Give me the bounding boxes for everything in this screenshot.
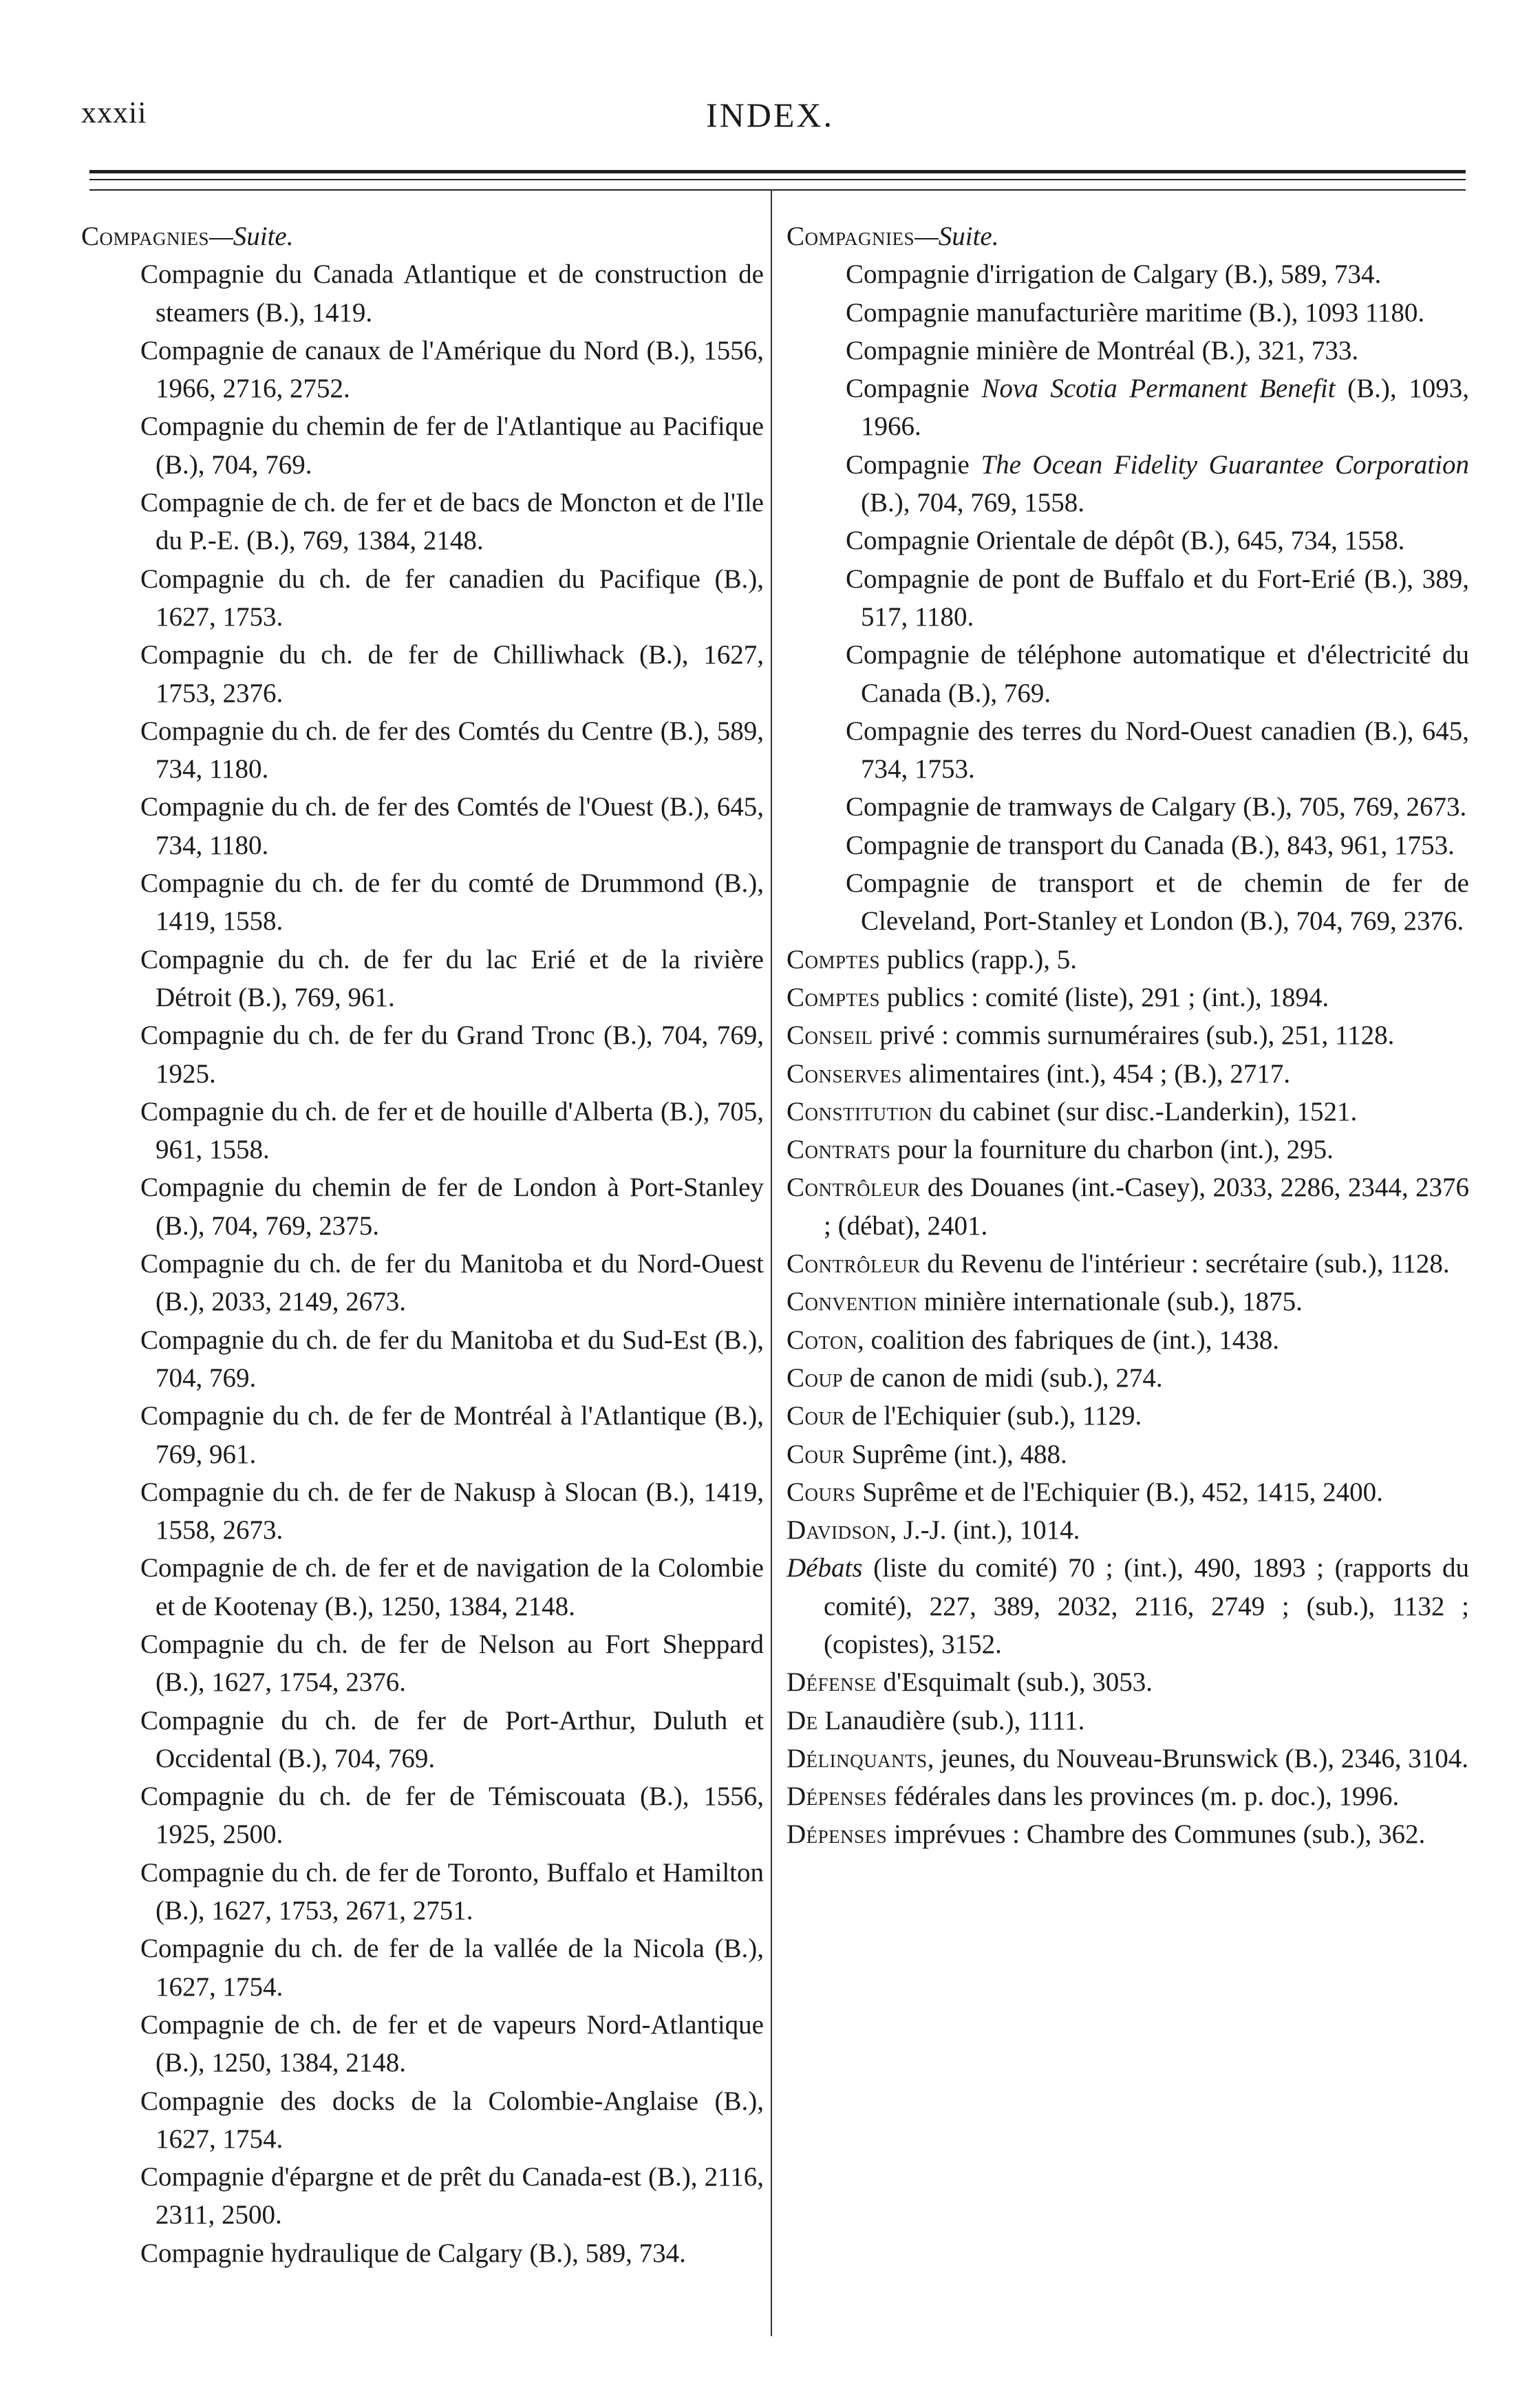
index-entry [787,1777,1469,1815]
index-entry: Compagnie d'épargne et de prêt du Canada-est (B.), 2116, 2311, 2500. [140,2162,764,2230]
index-entry [787,788,1469,826]
index-entry [787,636,1469,712]
index-entry [787,332,1469,370]
entry-text: minière internationale (sub.), 1875. [917,1287,1303,1317]
entry-headword: Dépenses [787,1819,888,1850]
index-entry: Compagnie du ch. de fer du Manitoba et du Sud-Est (B.), 704, 769. [140,1325,764,1393]
entry-text: d'Esquimalt (sub.), 3053. [876,1667,1153,1698]
index-entry: Compagnie du ch. de fer de la vallée de la Nicola (B.), 1627, 1754. [140,1934,764,2002]
index-entry [787,1093,1469,1131]
entry-text-continued: (B.), 704, 769, 1558. [861,488,1084,518]
index-entry [787,712,1469,789]
entry-text: Compagnie de transport et de chemin de fer de Cleveland, Port-Stanley et London (B.), 704, 769, 2376. [846,868,1469,937]
entry-text: Compagnie de transport du Canada (B.), 843, 961, 1753. [846,830,1455,860]
heading-word: Compagnies [81,222,210,251]
index-entry: Compagnie du Canada Atlantique et de construction de steamers (B.), 1419. [140,259,764,328]
index-entry: Compagnie du chemin de fer de l'Atlantique au Pacifique (B.), 704, 769. [140,411,764,480]
index-entry [787,1016,1469,1054]
index-entry [787,1245,1469,1283]
index-entry [787,1321,1469,1359]
entry-text-continued: (B.), 1093, 1966. [861,374,1469,442]
index-entry: Compagnie du ch. de fer du lac Erié et de la rivière Détroit (B.), 769, 961. [140,944,764,1012]
index-entry [787,255,1469,293]
entry-text: Compagnie manufacturière maritime (B.), 1093 1180. [846,297,1425,328]
index-entry [787,1702,1469,1740]
index-entry: Compagnie hydraulique de Calgary (B.), 589, 734. [140,2238,686,2268]
index-entry [787,1663,1469,1701]
index-entry [787,1815,1469,1853]
entry-text: publics (rapp.), 5. [880,944,1077,974]
index-entry [787,1549,1469,1663]
entry-text: du cabinet (sur disc.-Landerkin), 1521. [932,1096,1358,1126]
index-entry [787,864,1469,941]
entry-text: Compagnie de tramways de Calgary (B.), 705, 769, 2673. [846,792,1467,822]
entry-text: Compagnie des terres du Nord-Ouest canadien (B.), 645, 734, 1753. [846,716,1469,784]
index-entry [787,560,1469,637]
index-entry [787,1511,1469,1549]
entry-headword: Davidson [787,1515,890,1546]
index-entry: Compagnie de ch. de fer et de bacs de Moncton et de l'Ile du P.-E. (B.), 769, 1384, 2148. [140,488,764,556]
index-entry [787,1473,1469,1511]
index-entry [787,522,1469,559]
entry-text: fédérales dans les provinces (m. p. doc.), 1996. [887,1782,1400,1812]
heading-suffix: —Suite. [915,222,999,251]
entry-headword: Cour [787,1401,846,1431]
index-entry: Compagnie du ch. de fer du comté de Drummond (B.), 1419, 1558. [140,868,764,937]
entry-text: Suprême (int.), 488. [845,1439,1067,1469]
index-entry [787,1283,1469,1321]
entry-text: imprévues : Chambre des Communes (sub.), 362. [887,1819,1426,1850]
entry-headword: Conseil [787,1020,873,1051]
index-entry: Compagnie des docks de la Colombie-Anglaise (B.), 1627, 1754. [140,2086,764,2154]
entry-text: des Douanes (int.-Casey), 2033, 2286, 2344, 2376 ; (débat), 2401. [824,1173,1469,1241]
entry-headword: Contrôleur [787,1249,921,1279]
index-entry: Compagnie du ch. de fer des Comtés du Centre (B.), 589, 734, 1180. [140,716,764,784]
index-entry: Compagnie du ch. de fer du Manitoba et du Nord-Ouest (B.), 2033, 2149, 2673. [140,1249,764,1317]
index-entry: Compagnie du ch. de fer canadien du Pacifique (B.), 1627, 1753. [140,564,764,632]
entry-text: Lanaudière (sub.), 1111. [817,1705,1085,1735]
entry-text: , J.-J. (int.), 1014. [890,1515,1080,1546]
index-entry: Compagnie de ch. de fer et de navigation de la Colombie et de Kootenay (B.), 1250, 1384, 2148. [140,1553,764,1621]
entry-headword: Coton [787,1325,858,1355]
index-entry: Compagnie du ch. de fer de Nakusp à Slocan (B.), 1419, 1558, 2673. [140,1477,764,1546]
index-entry [787,1168,1469,1245]
entry-headword: Délinquants [787,1743,928,1773]
index-entry [787,979,1469,1016]
index-entry: Compagnie de canaux de l'Amérique du Nord (B.), 1556, 1966, 2716, 2752. [140,335,764,404]
entry-text: pour la fourniture du charbon (int.), 295. [890,1135,1334,1165]
page-number: xxxii [81,96,147,129]
index-entry: Compagnie du ch. de fer de Toronto, Buffalo et Hamilton (B.), 1627, 1753, 2671, 2751. [140,1857,764,1926]
entry-text: Compagnie d'irrigation de Calgary (B.), 589, 734. [846,259,1382,290]
index-entry: Compagnie du ch. de fer de Nelson au Fort Sheppard (B.), 1627, 1754, 2376. [140,1629,764,1698]
entry-headword: Constitution [787,1096,932,1126]
page-title: INDEX. [705,96,835,134]
index-entry: Compagnie du ch. de fer de Montréal à l'Atlantique (B.), 769, 961. [140,1401,764,1469]
right-sub-entry-list [787,255,1469,940]
index-entry [787,1131,1469,1168]
entry-text: alimentaires (int.), 454 ; (B.), 2717. [901,1058,1291,1089]
entry-headword: Cour [787,1439,846,1469]
column-divider [771,189,772,2336]
entry-italic-name: The Ocean Fidelity Guarantee Corporation [981,449,1470,480]
entry-text: publics : comité (liste), 291 ; (int.), 1894. [880,982,1329,1012]
entry-text: Compagnie minière de Montréal (B.), 321, 733. [846,335,1359,365]
index-entry: Compagnie du ch. de fer et de houille d'Alberta (B.), 705, 961, 1558. [140,1096,764,1165]
entry-text: (liste du comité) 70 ; (int.), 490, 1893 ; (rapports du comité), 227, 389, 2032, 2116, 2749 ; (sub.), 1132 ; (copistes), 3152. [824,1553,1469,1659]
index-entry [787,1740,1469,1777]
entry-headword: Cours [787,1477,856,1507]
entry-text: privé : commis surnuméraires (sub.), 251, 1128. [873,1020,1395,1051]
entry-headword: Comptes [787,944,881,974]
index-entry: Compagnie du ch. de fer du Grand Tronc (B.), 704, 769, 1925. [140,1020,764,1089]
index-entry: Compagnie du chemin de fer de London à Port-Stanley (B.), 704, 769, 2375. [140,1173,764,1241]
entry-text: Compagnie Orientale de dépôt (B.), 645, 734, 1558. [846,526,1405,556]
right-top-entry-list [787,941,1469,1854]
index-entry [787,1397,1469,1435]
entry-text: Compagnie de pont de Buffalo et du Fort-Erié (B.), 389, 517, 1180. [846,564,1469,632]
index-entry [787,941,1469,979]
entry-headword: Coup [787,1362,844,1393]
entry-headword: Convention [787,1287,917,1317]
page-header [0,95,1540,150]
left-column [81,217,764,2272]
index-entry: Compagnie du ch. de fer de Chilliwhack (B.), 1627, 1753, 2376. [140,640,764,708]
entry-headword: Comptes [787,982,881,1012]
entry-text: Compagnie de téléphone automatique et d'électricité du Canada (B.), 769. [846,640,1469,708]
index-entry [787,1055,1469,1093]
entry-text: de l'Echiquier (sub.), 1129. [845,1401,1142,1431]
entry-text: Suprême et de l'Echiquier (B.), 452, 1415, 2400. [855,1477,1383,1507]
entry-headword: Contrats [787,1135,891,1165]
index-entry: Compagnie du ch. de fer de Port-Arthur, Duluth et Occidental (B.), 704, 769. [140,1705,764,1773]
entry-headword: De [787,1705,818,1735]
heading-suffix: —Suite. [209,222,294,251]
index-entry [787,294,1469,332]
index-entry: Compagnie du ch. de fer des Comtés de l'Ouest (B.), 645, 734, 1180. [140,792,764,860]
right-column [787,217,1469,1854]
left-column-heading [81,217,764,255]
index-entry: Compagnie de ch. de fer et de vapeurs Nord-Atlantique (B.), 1250, 1384, 2148. [140,2009,764,2078]
entry-text: du Revenu de l'intérieur : secrétaire (sub.), 1128. [920,1249,1450,1279]
index-entry [787,446,1469,522]
entry-headword: Défense [787,1667,877,1698]
header-rule-lower [89,189,1466,191]
header-rule-thin [89,179,1466,180]
left-entry-list [81,255,764,2272]
entry-headword: Contrôleur [787,1173,921,1203]
entry-headword: Dépenses [787,1782,888,1812]
entry-headword: Conserves [787,1058,902,1089]
index-entry [787,1435,1469,1473]
entry-text: , jeunes, du Nouveau-Brunswick (B.), 2346, 3104. [927,1743,1469,1773]
index-entry [787,370,1469,446]
header-rule-thick [89,170,1466,173]
entry-text: , coalition des fabriques de (int.), 1438. [857,1325,1280,1355]
right-column-heading [787,217,1469,255]
entry-text: Compagnie [846,374,982,404]
index-entry [787,1359,1469,1397]
entry-text: de canon de midi (sub.), 274. [843,1362,1163,1393]
index-entry: Compagnie du ch. de fer de Témiscouata (B.), 1556, 1925, 2500. [140,1782,764,1850]
entry-italic-name: Nova Scotia Permanent Benefit [981,374,1336,404]
entry-text: Compagnie [846,449,981,480]
index-entry [787,826,1469,864]
entry-headword: Débats [787,1553,863,1583]
heading-word: Compagnies [787,222,915,251]
